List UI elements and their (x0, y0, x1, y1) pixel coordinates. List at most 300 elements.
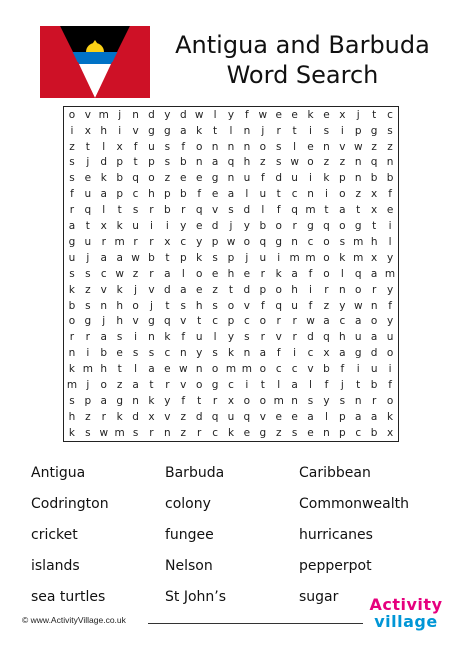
grid-letter: t (356, 204, 361, 217)
grid-letter: p (354, 124, 362, 137)
grid-letter: e (307, 426, 314, 439)
grid-letter: n (132, 108, 139, 121)
grid-letter: y (323, 394, 330, 407)
grid-letter: c (291, 188, 298, 201)
grid-letter: c (180, 235, 187, 248)
grid-letter: r (69, 204, 75, 217)
title-line-1: Antigua and Barbuda (175, 31, 430, 59)
grid-letter: t (133, 156, 138, 169)
grid-letter: d (148, 108, 155, 121)
grid-letter: o (323, 235, 330, 248)
grid-letter: r (197, 426, 202, 439)
grid-letter: h (195, 299, 203, 312)
grid-letter: z (260, 156, 266, 169)
grid-letter: s (132, 426, 139, 439)
grid-letter: y (164, 394, 171, 407)
grid-letter: l (213, 331, 217, 344)
word-list-item: Codrington (31, 496, 109, 512)
grid-letter: g (354, 347, 362, 360)
grid-letter: s (387, 124, 393, 137)
grid-letter: v (180, 379, 187, 392)
grid-letter: o (148, 172, 155, 185)
grid-letter: u (259, 251, 267, 264)
grid-letter: u (84, 188, 92, 201)
grid-letter: e (195, 283, 203, 296)
grid-letter: j (86, 156, 90, 169)
grid-letter: a (339, 204, 346, 217)
grid-letter: m (82, 363, 93, 376)
grid-letter: q (275, 299, 283, 312)
grid-letter: f (181, 394, 186, 407)
grid-letter: s (116, 331, 123, 344)
grid-letter: o (68, 108, 76, 121)
grid-letter: a (68, 220, 76, 233)
grid-letter: w (306, 315, 315, 328)
grid-letter: d (211, 220, 219, 233)
grid-letter: n (243, 140, 251, 153)
grid-letter: h (339, 331, 346, 344)
grid-letter: x (148, 410, 155, 423)
grid-letter: z (371, 140, 377, 153)
grid-letter: e (164, 363, 171, 376)
grid-letter: t (372, 220, 377, 233)
word-list-item: islands (31, 558, 80, 574)
grid-letter: i (324, 188, 328, 201)
grid-letter: w (115, 267, 124, 280)
grid-letter: b (323, 363, 330, 376)
grid-letter: y (386, 283, 394, 296)
grid-letter: n (227, 140, 235, 153)
grid-letter: v (148, 283, 155, 296)
grid-letter: x (323, 347, 330, 360)
grid-letter: o (243, 394, 251, 407)
grid-letter: s (69, 394, 75, 407)
grid-letter: b (370, 172, 378, 185)
grid-letter: o (355, 283, 362, 296)
grid-letter: c (387, 108, 393, 121)
grid-letter: z (180, 426, 187, 439)
grid-letter: f (197, 188, 202, 201)
grid-letter: k (339, 251, 346, 264)
grid-letter: o (275, 283, 282, 296)
grid-letter: a (227, 188, 235, 201)
grid-letter: t (85, 220, 90, 233)
grid-letter: e (291, 410, 298, 423)
grid-letter: k (68, 363, 75, 376)
grid-letter: v (211, 204, 219, 217)
grid-letter: o (259, 363, 267, 376)
grid-letter: y (386, 315, 394, 328)
grid-letter: s (212, 251, 218, 264)
grid-letter: d (195, 410, 203, 423)
grid-letter: d (275, 172, 283, 185)
grid-letter: h (116, 315, 123, 328)
grid-letter: u (291, 299, 298, 312)
grid-letter: m (305, 251, 316, 264)
grid-letter: i (118, 124, 122, 137)
grid-letter: s (212, 347, 218, 360)
grid-letter: j (102, 315, 106, 328)
grid-letter: f (340, 363, 345, 376)
grid-letter: z (387, 140, 393, 153)
grid-letter: o (195, 379, 203, 392)
grid-letter: j (134, 283, 138, 296)
word-list-item: Commonwealth (299, 496, 409, 512)
grid-letter: j (356, 108, 360, 121)
grid-letter: j (86, 379, 90, 392)
grid-letter: y (339, 299, 346, 312)
grid-letter: e (116, 347, 123, 360)
grid-letter: o (68, 315, 76, 328)
grid-letter: z (339, 156, 346, 169)
grid-letter: b (179, 188, 187, 201)
grid-letter: r (260, 267, 265, 280)
grid-letter: h (291, 283, 298, 296)
grid-letter: g (68, 235, 76, 248)
grid-letter: a (211, 156, 219, 169)
footer-divider (148, 623, 363, 624)
grid-letter: w (258, 108, 268, 121)
grid-letter: s (69, 267, 75, 280)
grid-letter: p (116, 188, 123, 201)
grid-letter: u (386, 331, 394, 344)
grid-letter: f (308, 299, 313, 312)
grid-letter: s (180, 299, 187, 312)
grid-letter: o (339, 188, 346, 201)
grid-letter: l (102, 204, 106, 217)
flag-blue-band (73, 52, 117, 64)
grid-letter: i (388, 363, 392, 376)
grid-letter: a (355, 315, 362, 328)
grid-letter: f (388, 299, 392, 312)
grid-letter: a (291, 267, 298, 280)
grid-letter: i (309, 283, 312, 296)
grid-letter: n (307, 188, 314, 201)
grid-letter: h (148, 188, 155, 201)
grid-letter: i (150, 220, 153, 233)
grid-letter: q (323, 220, 330, 233)
grid-letter: o (386, 394, 394, 407)
grid-letter: g (116, 394, 123, 407)
grid-letter: s (307, 394, 314, 407)
grid-letter: o (323, 267, 330, 280)
grid-letter: i (388, 220, 392, 233)
grid-letter: a (100, 251, 107, 264)
grid-letter: t (260, 379, 265, 392)
grid-letter: g (164, 124, 171, 137)
grid-letter: i (293, 347, 297, 360)
grid-letter: b (68, 299, 76, 312)
grid-letter: z (180, 410, 187, 423)
grid-letter: w (178, 363, 188, 376)
grid-letter: z (132, 267, 139, 280)
grid-letter: q (291, 204, 298, 217)
grid-letter: e (180, 172, 187, 185)
grid-letter: k (323, 172, 330, 185)
grid-letter: t (149, 379, 154, 392)
grid-letter: y (180, 220, 187, 233)
grid-letter: s (85, 299, 91, 312)
grid-letter: b (100, 347, 108, 360)
grid-letter: q (227, 156, 235, 169)
grid-letter: n (211, 140, 219, 153)
grid-letter: a (100, 188, 107, 201)
word-list-item: St John’s (165, 589, 227, 605)
grid-letter: h (370, 235, 378, 248)
grid-letter: n (370, 299, 378, 312)
grid-letter: f (260, 299, 265, 312)
grid-letter: s (275, 140, 282, 153)
grid-letter: o (386, 347, 394, 360)
grid-letter: c (212, 315, 218, 328)
grid-letter: e (195, 220, 203, 233)
grid-letter: u (354, 331, 362, 344)
grid-letter: c (291, 363, 298, 376)
grid-letter: l (181, 267, 185, 280)
grid-letter: w (194, 108, 204, 121)
grid-letter: d (179, 108, 187, 121)
grid-letter: m (289, 251, 300, 264)
grid-letter: p (227, 251, 235, 264)
grid-letter: l (309, 379, 312, 392)
grid-letter: r (371, 394, 377, 407)
grid-letter: d (132, 410, 139, 423)
grid-letter: j (150, 299, 153, 312)
grid-letter: z (323, 156, 330, 169)
grid-letter: t (213, 124, 218, 137)
activity-village-logo (362, 596, 450, 630)
grid-letter: r (149, 204, 154, 217)
grid-letter: z (85, 410, 91, 423)
grid-letter: e (211, 267, 219, 280)
grid-letter: t (197, 394, 202, 407)
grid-letter: x (339, 108, 346, 121)
grid-letter: x (100, 220, 107, 233)
grid-letter: w (290, 156, 299, 169)
grid-letter: d (370, 347, 378, 360)
grid-letter: r (292, 331, 297, 344)
grid-letter: d (100, 156, 108, 169)
grid-letter: z (85, 283, 91, 296)
word-list-item: hurricanes (299, 527, 373, 543)
grid-letter: f (276, 347, 281, 360)
grid-letter: n (195, 156, 203, 169)
grid-letter: f (181, 331, 186, 344)
grid-letter: n (227, 172, 235, 185)
grid-letter: r (133, 235, 138, 248)
grid-letter: j (245, 251, 249, 264)
grid-letter: w (131, 251, 140, 264)
grid-letter: b (164, 204, 171, 217)
grid-letter: p (148, 156, 155, 169)
grid-letter: m (273, 394, 284, 407)
grid-letter: g (307, 220, 314, 233)
grid-letter: f (245, 108, 249, 121)
word-search-grid (63, 106, 399, 442)
grid-letter: o (307, 156, 314, 169)
grid-letter: i (134, 331, 138, 344)
grid-letter: v (259, 410, 266, 423)
grid-letter: t (85, 140, 90, 153)
grid-letter: c (228, 379, 234, 392)
grid-letter: z (355, 188, 361, 201)
grid-letter: h (116, 299, 123, 312)
grid-letter: a (259, 347, 267, 360)
word-list-item: Antigua (31, 465, 86, 481)
grid-letter: n (291, 394, 298, 407)
grid-letter: a (100, 331, 107, 344)
grid-letter: l (261, 204, 265, 217)
grid-letter: n (354, 156, 362, 169)
grid-letter: o (132, 299, 139, 312)
grid-letter: s (132, 204, 139, 217)
grid-letter: l (229, 124, 233, 137)
grid-letter: v (132, 124, 139, 137)
grid-letter: f (324, 379, 329, 392)
grid-letter: y (386, 251, 394, 264)
grid-letter: t (372, 108, 377, 121)
grid-letter: t (117, 363, 122, 376)
grid-letter: n (100, 299, 108, 312)
grid-letter: n (339, 283, 346, 296)
grid-letter: b (116, 172, 123, 185)
grid-letter: u (243, 172, 251, 185)
grid-letter: k (196, 251, 203, 264)
word-list-item: colony (165, 496, 211, 512)
grid-letter: a (164, 267, 171, 280)
word-list-item: sea turtles (31, 589, 106, 605)
grid-letter: e (323, 108, 330, 121)
grid-letter: w (99, 426, 109, 439)
grid-letter: b (148, 251, 155, 264)
logo-line-1: Activity (369, 595, 443, 614)
grid-letter: t (228, 283, 234, 296)
grid-letter: m (384, 267, 396, 280)
grid-letter: y (227, 331, 235, 344)
grid-letter: a (355, 410, 362, 423)
grid-letter: f (276, 204, 281, 217)
grid-letter: t (292, 124, 297, 137)
grid-letter: r (276, 124, 281, 137)
grid-letter: b (179, 156, 187, 169)
grid-letter: d (243, 204, 251, 217)
word-list-item: fungee (165, 527, 214, 543)
grid-letter: c (100, 267, 107, 280)
grid-letter: g (354, 220, 362, 233)
grid-letter: n (243, 347, 251, 360)
grid-letter: p (338, 410, 346, 423)
grid-letter: s (323, 124, 330, 137)
grid-letter: p (227, 315, 235, 328)
grid-letter: l (277, 379, 281, 392)
grid-letter: e (243, 267, 251, 280)
grid-letter: o (195, 267, 203, 280)
grid-letter: r (149, 235, 154, 248)
grid-letter: r (324, 283, 329, 296)
grid-letter: z (69, 140, 75, 153)
grid-letter: o (370, 315, 378, 328)
grid-letter: r (181, 204, 186, 217)
grid-letter: q (370, 156, 378, 169)
grid-letter: i (165, 220, 169, 233)
grid-letter: r (276, 315, 281, 328)
grid-letter: v (180, 315, 187, 328)
grid-letter: a (370, 267, 378, 280)
grid-letter: n (354, 172, 362, 185)
grid-letter: c (164, 347, 171, 360)
grid-letter: x (164, 235, 171, 248)
grid-letter: g (211, 172, 219, 185)
grid-letter: l (213, 108, 217, 121)
grid-letter: v (339, 140, 346, 153)
grid-letter: t (356, 379, 361, 392)
grid-letter: e (243, 426, 251, 439)
grid-letter: a (370, 331, 378, 344)
grid-letter: x (84, 124, 91, 137)
grid-letter: u (227, 410, 235, 423)
grid-letter: y (196, 235, 203, 248)
grid-letter: g (148, 124, 155, 137)
grid-letter: n (132, 394, 139, 407)
grid-letter: o (323, 251, 330, 264)
grid-letter: v (164, 410, 171, 423)
grid-letter: g (211, 379, 219, 392)
grid-letter: p (338, 172, 346, 185)
grid-letter: u (259, 188, 267, 201)
grid-letter: a (180, 124, 187, 137)
grid-letter: s (85, 426, 91, 439)
word-list-item: Barbuda (165, 465, 225, 481)
grid-letter: c (132, 188, 139, 201)
word-list (31, 460, 441, 615)
grid-letter: z (164, 172, 171, 185)
grid-letter: n (323, 140, 330, 153)
grid-letter: e (84, 172, 92, 185)
grid-letter: q (354, 267, 362, 280)
grid-letter: s (132, 347, 139, 360)
grid-letter: k (148, 394, 155, 407)
grid-letter: e (307, 140, 314, 153)
grid-letter: y (196, 347, 203, 360)
grid-letter: q (84, 204, 92, 217)
grid-letter: a (116, 251, 123, 264)
grid-letter: g (84, 315, 92, 328)
grid-letter: k (68, 426, 75, 439)
grid-letter: n (68, 347, 76, 360)
grid-letter: s (339, 394, 346, 407)
grid-letter: k (116, 220, 123, 233)
grid-letter: q (259, 235, 267, 248)
grid-letter: k (275, 267, 282, 280)
grid-letter: r (69, 331, 75, 344)
grid-letter: a (180, 283, 187, 296)
grid-letter: n (386, 156, 394, 169)
grid-letter: x (116, 140, 123, 153)
grid-letter: e (195, 172, 203, 185)
grid-letter: y (227, 108, 235, 121)
grid-letter: r (292, 220, 297, 233)
grid-letter: k (164, 331, 171, 344)
grid-letter: n (195, 363, 203, 376)
logo-line-2: village (374, 612, 438, 631)
grid-letter: v (84, 108, 91, 121)
grid-letter: u (84, 235, 92, 248)
grid-letter: r (149, 426, 154, 439)
grid-letter: g (370, 124, 378, 137)
grid-letter: u (370, 363, 378, 376)
grid-letter: p (116, 156, 123, 169)
grid-letter: m (66, 379, 78, 392)
